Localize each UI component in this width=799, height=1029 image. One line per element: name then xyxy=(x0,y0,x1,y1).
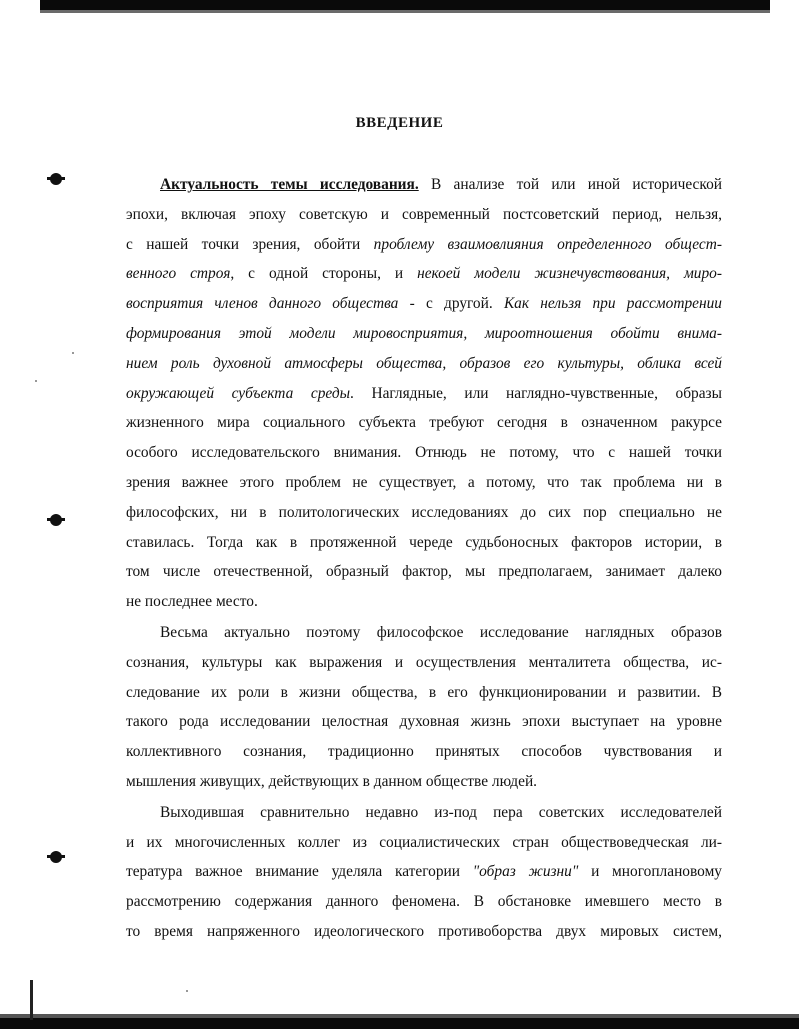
italic-text-run: нием роль духовной атмосферы общества, образов его культуры, облика всей xyxy=(126,354,722,372)
text-line xyxy=(126,678,722,708)
text-line xyxy=(126,917,722,947)
text-line xyxy=(126,767,722,797)
paragraph-relevance-continued xyxy=(126,200,722,617)
text-run: то время напряженного идеологического противоборства двух мировых систем, xyxy=(126,922,722,940)
text-line xyxy=(126,887,722,917)
text-run: философских, ни в политологических исследованиях до сих пор специально не xyxy=(126,503,722,521)
text-line xyxy=(126,587,722,617)
text-line xyxy=(126,828,722,858)
text-run: ставилась. Тогда как в протяженной череде судьбоносных факторов истории, в xyxy=(126,533,722,551)
italic-text-run: Как нельзя при рассмотрении xyxy=(503,295,722,313)
text-line xyxy=(126,498,722,528)
text-line xyxy=(126,528,722,558)
text-line xyxy=(126,857,722,887)
text-line xyxy=(126,618,722,648)
scan-speck xyxy=(186,990,188,992)
text-run: особого исследовательского внимания. Отнюдь не потому, что с нашей точки xyxy=(126,444,722,462)
text-run: с нашей точки зрения, обойти xyxy=(126,235,374,253)
scan-left-mark xyxy=(30,980,33,1020)
text-line xyxy=(126,468,722,498)
text-run: - с другой. xyxy=(398,295,504,313)
text-line xyxy=(126,170,722,200)
text-line xyxy=(126,289,722,319)
text-line xyxy=(126,319,722,349)
text-run: мышления живущих, действующих в данном обществе людей. xyxy=(126,772,538,790)
text-line xyxy=(126,200,722,230)
scan-speck xyxy=(35,380,37,382)
text-line xyxy=(126,259,722,289)
text-run: , с одной стороны, и xyxy=(230,265,418,283)
italic-text-run: проблему взаимовлияния определенного общест- xyxy=(373,235,722,253)
punch-hole-icon xyxy=(50,173,62,185)
text-run: эпохи, включая эпоху советскую и современный постсоветский период, нельзя, xyxy=(126,205,722,223)
page-title: ВВЕДЕНИЕ xyxy=(355,115,444,131)
text-run: и многоплановому xyxy=(578,863,722,881)
italic-text-run: формирования этой модели мировосприятия, мироотношения обойти внима- xyxy=(126,324,722,342)
punch-hole-icon xyxy=(50,514,62,526)
paragraph-relevance xyxy=(126,170,722,200)
text-run: коллективного сознания, традиционно принятых способов чувствования и xyxy=(126,743,722,761)
text-run: и их многочисленных коллег из социалистических стран обществоведческая ли- xyxy=(126,833,722,851)
text-run: том числе отечественной, образный фактор, мы предполагаем, занимает далеко xyxy=(126,563,722,581)
text-run: такого рода исследовании целостная духовная жизнь эпохи выступает на уровне xyxy=(126,713,722,731)
text-run: рассмотрению содержания данного феномена. В обстановке имевшего место в xyxy=(126,893,722,911)
scan-bottom-edge xyxy=(0,1018,799,1029)
text-line xyxy=(126,438,722,468)
paragraph-literature xyxy=(126,798,722,947)
text-run: не последнее место. xyxy=(126,593,258,611)
text-line xyxy=(126,408,722,438)
section-heading: Актуальность темы исследования. xyxy=(160,176,419,193)
text-line xyxy=(126,648,722,678)
italic-text-run: "образ жизни" xyxy=(472,863,579,881)
italic-text-run: некоей модели жизнечувствования, миро- xyxy=(417,265,722,283)
text-line xyxy=(126,230,722,260)
italic-text-run: восприятия членов данного общества xyxy=(126,295,399,313)
text-line xyxy=(126,349,722,379)
text-run: Выходившая сравнительно недавно из-под пера советских исследователей xyxy=(160,803,722,821)
text-line xyxy=(126,379,722,409)
text-run: жизненного мира социального субъекта требуют сегодня в означенном ракурсе xyxy=(126,414,722,432)
text-line xyxy=(126,737,722,767)
italic-text-run: окружающей субъекта среды xyxy=(126,384,351,402)
text-run: В анализе той или иной исторической xyxy=(418,176,723,193)
text-line xyxy=(126,798,722,828)
text-run: зрения важнее этого проблем не существует, а потому, что так проблема ни в xyxy=(126,473,722,491)
text-line xyxy=(126,707,722,737)
text-run: . Наглядные, или наглядно-чувственные, образы xyxy=(350,384,722,402)
text-run: Весьма актуально поэтому философское исследование наглядных образов xyxy=(160,623,722,641)
text-run: тература важное внимание уделяла категории xyxy=(126,863,473,881)
document-body xyxy=(126,170,722,947)
scan-top-shadow xyxy=(40,10,770,13)
paragraph-importance xyxy=(126,618,722,797)
text-line xyxy=(126,557,722,587)
italic-text-run: венного строя xyxy=(126,265,231,283)
text-run: следование их роли в жизни общества, в его функционировании и развитии. В xyxy=(126,683,722,701)
scan-speck xyxy=(72,352,74,354)
text-run: сознания, культуры как выражения и осуществления менталитета общества, ис- xyxy=(126,653,722,671)
scan-top-edge xyxy=(40,0,770,10)
punch-hole-icon xyxy=(50,851,62,863)
